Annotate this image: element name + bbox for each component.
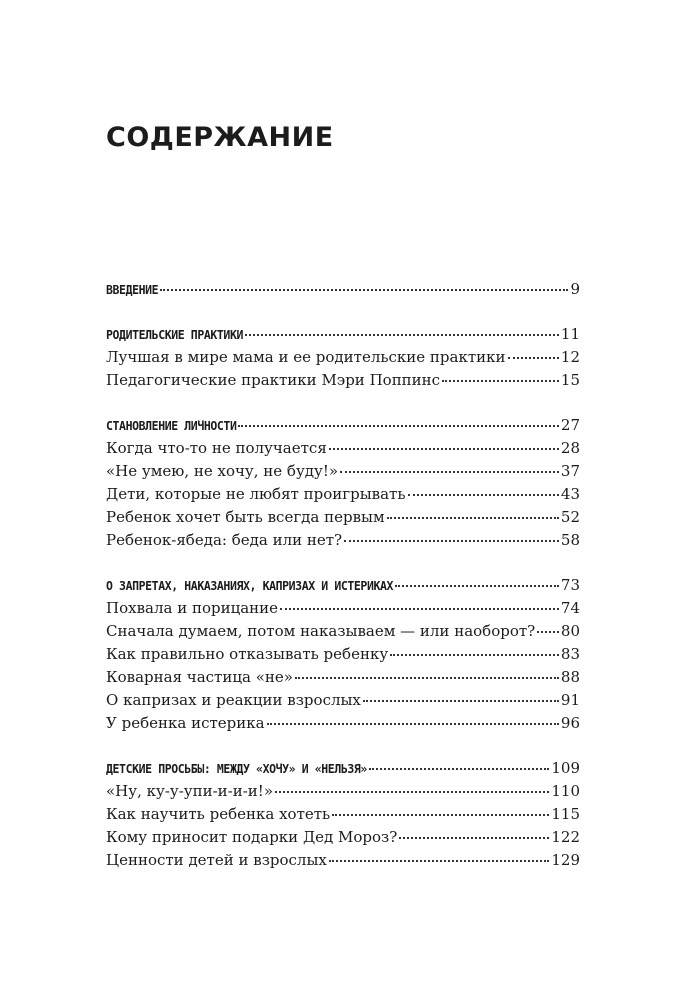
- toc-entry: [106, 483, 580, 506]
- section-heading-label: ДЕТСКИЕ ПРОСЬБЫ: МЕЖДУ «ХОЧУ» И «НЕЛЬЗЯ»: [106, 761, 367, 777]
- section-heading: [106, 414, 580, 437]
- toc-entry-page-number: 88: [560, 668, 580, 686]
- section-heading-page-number: 109: [551, 759, 580, 777]
- dot-leader: [160, 289, 568, 291]
- dot-leader: [408, 494, 559, 496]
- dot-leader: [267, 723, 559, 725]
- toc-entry-label: «Ну, ку-у-упи-и-и-и!»: [106, 782, 274, 800]
- section-heading-page-number: 73: [560, 576, 580, 594]
- toc-entry-page-number: 52: [560, 508, 580, 526]
- toc-entry-label: Сначала думаем, потом наказываем — или наоборот?: [106, 622, 536, 640]
- toc-entry-label: Ребенок-ябеда: беда или нет?: [106, 531, 343, 549]
- toc-entry-page-number: 110: [551, 782, 580, 800]
- toc-entry-label: Как научить ребенка хотеть: [106, 805, 331, 823]
- dot-leader: [332, 814, 549, 816]
- toc-entry-page-number: 58: [560, 531, 580, 549]
- dot-leader: [245, 334, 559, 336]
- section-heading-page-number: 11: [560, 325, 580, 343]
- toc-entry: [106, 666, 580, 689]
- toc-entry-page-number: 83: [560, 645, 580, 663]
- toc-entry-page-number: 91: [560, 691, 580, 709]
- toc-section: [106, 323, 580, 392]
- dot-leader: [295, 677, 559, 679]
- toc-entry: [106, 437, 580, 460]
- toc-entry-page-number: 15: [560, 371, 580, 389]
- dot-leader: [329, 860, 550, 862]
- toc-entry: [106, 780, 580, 803]
- toc-entry-label: Похвала и порицание: [106, 599, 279, 617]
- dot-leader: [363, 700, 559, 702]
- toc-entry: [106, 620, 580, 643]
- section-heading-label: ВВЕДЕНИЕ: [106, 282, 159, 298]
- section-heading-page-number: 27: [560, 416, 580, 434]
- toc-entry: [106, 460, 580, 483]
- dot-leader: [344, 540, 559, 542]
- page-title: СОДЕРЖАНИЕ: [106, 122, 334, 153]
- toc-entry-label: О капризах и реакции взрослых: [106, 691, 361, 709]
- toc-section: [106, 574, 580, 735]
- dot-leader: [329, 448, 559, 450]
- toc-entry: [106, 849, 580, 872]
- toc-entry-page-number: 122: [551, 828, 580, 846]
- toc-section: [106, 278, 580, 301]
- dot-leader: [395, 585, 559, 587]
- section-heading: [106, 278, 580, 301]
- toc-entry-label: «Не умею, не хочу, не буду!»: [106, 462, 339, 480]
- toc-entry-page-number: 74: [560, 599, 580, 617]
- section-heading: [106, 323, 580, 346]
- dot-leader: [399, 837, 549, 839]
- toc-entry: [106, 643, 580, 666]
- toc-entry-label: Ценности детей и взрослых: [106, 851, 327, 869]
- section-heading: [106, 574, 580, 597]
- toc-entry: [106, 346, 580, 369]
- section-heading-page-number: 9: [570, 280, 580, 298]
- dot-leader: [369, 768, 549, 770]
- toc-entry-page-number: 12: [560, 348, 580, 366]
- toc-entry-page-number: 115: [551, 805, 580, 823]
- toc-entry-page-number: 28: [560, 439, 580, 457]
- dot-leader: [387, 517, 559, 519]
- section-heading-label: О ЗАПРЕТАХ, НАКАЗАНИЯХ, КАПРИЗАХ И ИСТЕРИКАХ: [106, 578, 394, 594]
- section-heading-label: СТАНОВЛЕНИЕ ЛИЧНОСТИ: [106, 418, 237, 434]
- toc-entry-page-number: 129: [551, 851, 580, 869]
- toc-entry-label: Как правильно отказывать ребенку: [106, 645, 389, 663]
- toc-section: [106, 757, 580, 872]
- section-heading-label: РОДИТЕЛЬСКИЕ ПРАКТИКИ: [106, 327, 243, 343]
- toc-entry-label: У ребенка истерика: [106, 714, 265, 732]
- toc-section: [106, 414, 580, 552]
- dot-leader: [275, 791, 549, 793]
- toc-entry-label: Ребенок хочет быть всегда первым: [106, 508, 385, 526]
- toc-entry-page-number: 96: [560, 714, 580, 732]
- toc-entry-page-number: 80: [560, 622, 580, 640]
- dot-leader: [390, 654, 559, 656]
- toc-entry: [106, 529, 580, 552]
- dot-leader: [340, 471, 559, 473]
- toc-entry: [106, 689, 580, 712]
- toc-entry-label: Коварная частица «не»: [106, 668, 293, 686]
- toc-entry: [106, 712, 580, 735]
- toc-entry: [106, 803, 580, 826]
- toc-entry-page-number: 43: [560, 485, 580, 503]
- dot-leader: [238, 425, 558, 427]
- dot-leader: [508, 357, 559, 359]
- toc-entry: [106, 506, 580, 529]
- toc-entry: [106, 826, 580, 849]
- dot-leader: [442, 380, 559, 382]
- toc-entry-label: Когда что-то не получается: [106, 439, 327, 457]
- toc-entry: [106, 597, 580, 620]
- toc-entry-label: Педагогические практики Мэри Поппинс: [106, 371, 441, 389]
- toc-entry: [106, 369, 580, 392]
- dot-leader: [280, 608, 559, 610]
- toc-entry-label: Лучшая в мире мама и ее родительские практики: [106, 348, 506, 366]
- table-of-contents: [106, 278, 580, 894]
- dot-leader: [537, 631, 559, 633]
- toc-entry-page-number: 37: [560, 462, 580, 480]
- toc-entry-label: Кому приносит подарки Дед Мороз?: [106, 828, 398, 846]
- section-heading: [106, 757, 580, 780]
- toc-entry-label: Дети, которые не любят проигрывать: [106, 485, 406, 503]
